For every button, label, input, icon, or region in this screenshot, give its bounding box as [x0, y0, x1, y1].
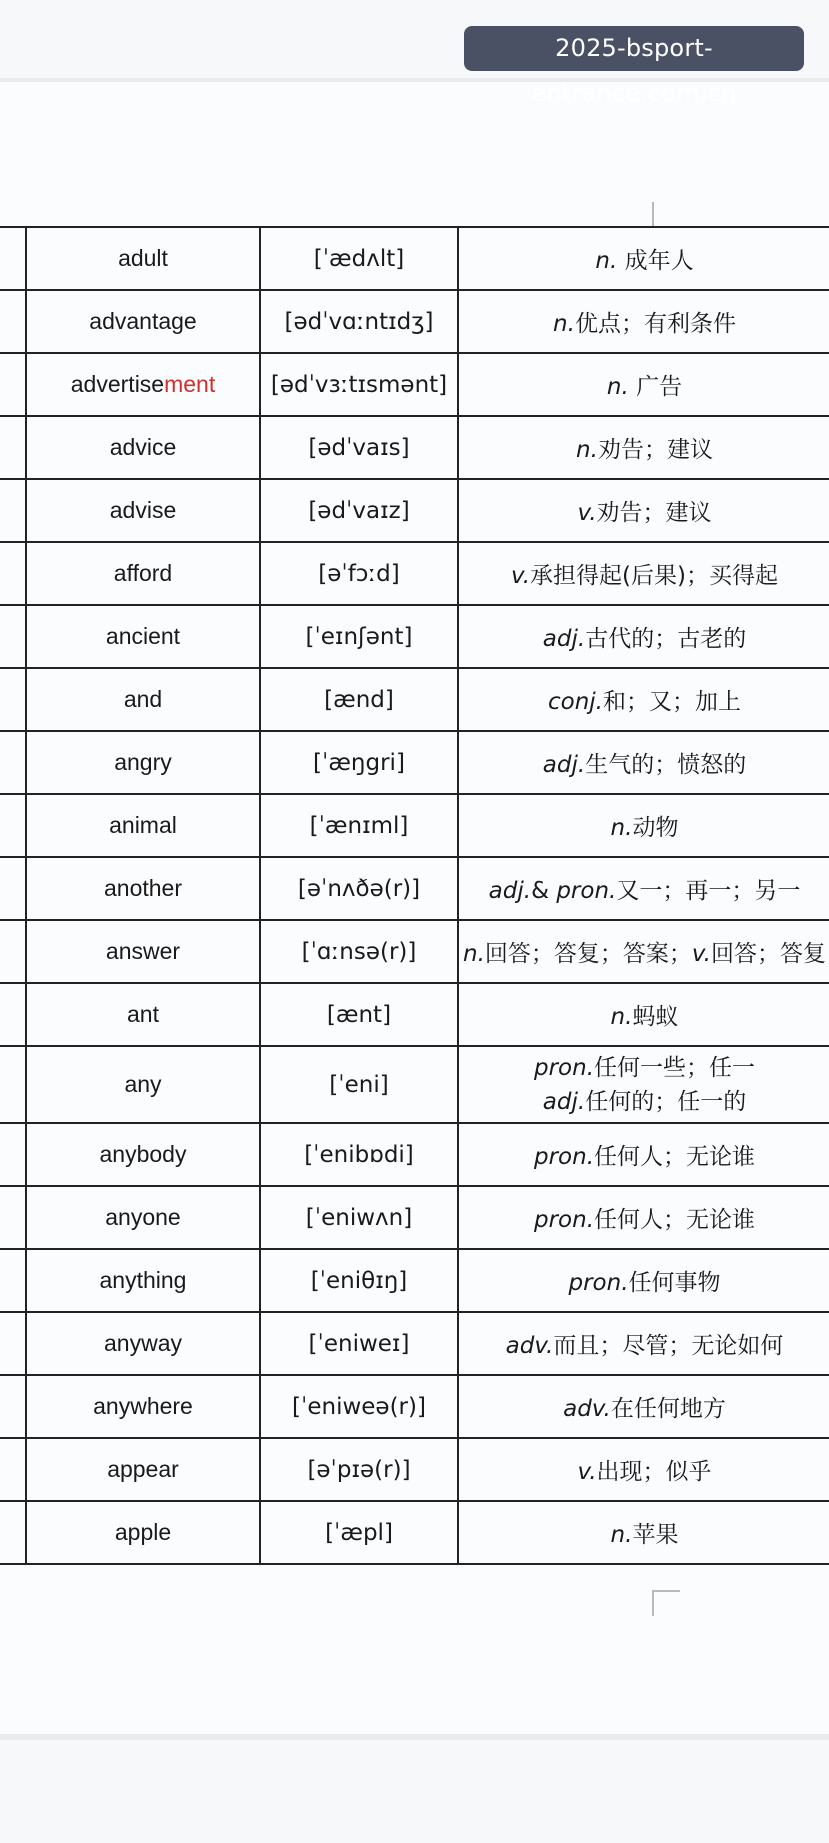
definition-text: 任何人；无论谁 — [594, 1144, 755, 1170]
definition-text: 古代的；古老的 — [585, 626, 747, 652]
table-row — [0, 227, 829, 290]
word-cell — [26, 227, 260, 290]
row-left-margin-cell — [0, 542, 26, 605]
part-of-speech: n. — [595, 248, 618, 274]
definition-text: & — [531, 878, 557, 904]
definition-text: 而且；尽管；无论如何 — [553, 1333, 784, 1359]
table-row — [0, 857, 829, 920]
part-of-speech: adj. — [542, 1088, 586, 1115]
word-cell — [26, 1375, 260, 1438]
phonetic-cell: [ˈɑːnsə(r)] — [260, 920, 458, 983]
word-cell — [26, 1123, 260, 1186]
table-row — [0, 542, 829, 605]
definition-text: 和；又；加上 — [603, 689, 741, 715]
phonetic-cell: [ˈeniwʌn] — [260, 1186, 458, 1249]
row-left-margin-cell — [0, 479, 26, 542]
word-text: and — [123, 686, 163, 712]
part-of-speech: n. — [463, 941, 485, 967]
word-cell — [26, 1501, 260, 1564]
word-cell — [26, 983, 260, 1046]
part-of-speech: adv. — [505, 1333, 554, 1359]
meaning-line — [463, 1051, 826, 1085]
meaning-cell — [458, 605, 829, 668]
phonetic-cell: [ˈeɪnʃənt] — [260, 605, 458, 668]
definition-text: 蚂蚁 — [632, 1004, 679, 1030]
part-of-speech: pron. — [533, 1054, 594, 1081]
row-left-margin-cell — [0, 920, 26, 983]
phonetic-cell: [ədˈvɑːntɪdʒ] — [260, 290, 458, 353]
word-cell — [26, 794, 260, 857]
table-row — [0, 668, 829, 731]
table-row — [0, 1249, 829, 1312]
part-of-speech: pron. — [533, 1207, 594, 1233]
row-left-margin-cell — [0, 1438, 26, 1501]
phonetic-cell: [ˈæŋgri] — [260, 731, 458, 794]
phonetic-cell: [ˈeniθɪŋ] — [260, 1249, 458, 1312]
part-of-speech: n. — [576, 437, 598, 463]
meaning-cell — [458, 920, 829, 983]
row-left-margin-cell — [0, 290, 26, 353]
word-text: appear — [107, 1456, 179, 1482]
meaning-cell — [458, 1375, 829, 1438]
table-row — [0, 1501, 829, 1564]
vocabulary-table — [0, 226, 829, 1565]
row-left-margin-cell — [0, 1375, 26, 1438]
meaning-cell — [458, 416, 829, 479]
meaning-line — [463, 1085, 826, 1119]
definition-text: 又一；再一；另一 — [616, 878, 801, 904]
definition-text: 劝告；建议 — [597, 437, 713, 463]
row-left-margin-cell — [0, 605, 26, 668]
definition-text: 生气的；愤怒的 — [585, 752, 747, 778]
row-left-margin-cell — [0, 731, 26, 794]
word-cell — [26, 857, 260, 920]
meaning-cell — [458, 668, 829, 731]
part-of-speech: adj. — [488, 878, 532, 904]
word-cell — [26, 1186, 260, 1249]
row-left-margin-cell — [0, 857, 26, 920]
phonetic-cell: [əˈpɪə(r)] — [260, 1438, 458, 1501]
phonetic-cell: [ədˈvaɪz] — [260, 479, 458, 542]
row-left-margin-cell — [0, 983, 26, 1046]
definition-text: 在任何地方 — [610, 1396, 726, 1422]
table-row — [0, 1046, 829, 1123]
definition-text: 承担得起(后果)；买得起 — [530, 563, 778, 589]
phonetic-cell: [ədˈvɜːtɪsmənt] — [260, 353, 458, 416]
part-of-speech: conj. — [548, 689, 603, 715]
word-cell — [26, 920, 260, 983]
word-cell — [26, 479, 260, 542]
word-cell — [26, 416, 260, 479]
part-of-speech: v. — [577, 500, 597, 526]
word-text: another — [103, 875, 182, 901]
phonetic-cell: [əˈfɔːd] — [260, 542, 458, 605]
table-row — [0, 731, 829, 794]
phonetic-cell: [ədˈvaɪs] — [260, 416, 458, 479]
meaning-cell — [458, 857, 829, 920]
definition-text: 出现；似乎 — [596, 1459, 712, 1485]
table-row — [0, 1375, 829, 1438]
meaning-cell — [458, 290, 829, 353]
phonetic-cell: [ˈæpl] — [260, 1501, 458, 1564]
table-row — [0, 1123, 829, 1186]
part-of-speech: n. — [610, 1522, 633, 1548]
word-text: advice — [109, 434, 177, 460]
part-of-speech: v. — [577, 1459, 597, 1485]
table-row — [0, 479, 829, 542]
word-cell — [26, 1312, 260, 1375]
word-cell — [26, 668, 260, 731]
phonetic-cell: [ænd] — [260, 668, 458, 731]
meaning-cell — [458, 1501, 829, 1564]
part-of-speech: pron. — [533, 1144, 594, 1170]
phonetic-cell: [ænt] — [260, 983, 458, 1046]
definition-text: 成年人 — [617, 248, 694, 274]
definition-text: 任何人；无论谁 — [594, 1207, 755, 1233]
meaning-cell — [458, 794, 829, 857]
page-corner-mark-bottom — [652, 1590, 680, 1616]
word-text: anyway — [104, 1330, 182, 1356]
definition-text: 回答；答复 — [710, 941, 826, 967]
word-text: angry — [114, 749, 172, 775]
word-text: any — [124, 1071, 162, 1097]
row-left-margin-cell — [0, 1312, 26, 1375]
row-left-margin-cell — [0, 416, 26, 479]
meaning-cell — [458, 1046, 829, 1123]
table-row — [0, 605, 829, 668]
meaning-cell — [458, 1249, 829, 1312]
part-of-speech: n. — [610, 1004, 633, 1030]
word-text: anything — [99, 1267, 187, 1293]
word-text: animal — [109, 812, 177, 838]
word-text: apple — [114, 1519, 172, 1545]
meaning-cell — [458, 1186, 829, 1249]
word-cell — [26, 731, 260, 794]
definition-text: 任何的；任一的 — [585, 1088, 747, 1115]
table-row — [0, 290, 829, 353]
row-left-margin-cell — [0, 668, 26, 731]
word-text: advertise — [70, 371, 165, 397]
definition-text: 优点；有利条件 — [574, 311, 736, 337]
meaning-cell — [458, 983, 829, 1046]
definition-text: 任何一些；任一 — [594, 1054, 755, 1081]
part-of-speech: n. — [606, 374, 629, 400]
word-text: afford — [113, 560, 173, 586]
meaning-cell — [458, 1312, 829, 1375]
word-text: advise — [109, 497, 177, 523]
meaning-cell — [458, 731, 829, 794]
row-left-margin-cell — [0, 1123, 26, 1186]
part-of-speech: pron. — [556, 878, 617, 904]
word-cell — [26, 353, 260, 416]
part-of-speech: v. — [691, 941, 711, 967]
part-of-speech: adv. — [563, 1396, 611, 1422]
table-row — [0, 1186, 829, 1249]
definition-text: 任何事物 — [628, 1270, 721, 1296]
row-left-margin-cell — [0, 794, 26, 857]
word-cell — [26, 605, 260, 668]
row-left-margin-cell — [0, 1046, 26, 1123]
definition-text: 回答；答复；答案； — [484, 941, 692, 967]
table-row — [0, 416, 829, 479]
table-row — [0, 794, 829, 857]
phonetic-cell: [ˈænɪml] — [260, 794, 458, 857]
word-text: adult — [118, 245, 168, 271]
meaning-cell — [458, 227, 829, 290]
part-of-speech: n. — [610, 815, 633, 841]
part-of-speech: pron. — [568, 1270, 629, 1296]
meaning-cell — [458, 542, 829, 605]
row-left-margin-cell — [0, 1501, 26, 1564]
word-cell — [26, 290, 260, 353]
definition-text: 劝告；建议 — [596, 500, 712, 526]
word-text: anywhere — [93, 1393, 193, 1419]
watermark-url: 2025-bsport-entrance.com.cn — [464, 26, 804, 71]
meaning-cell — [458, 1123, 829, 1186]
phonetic-cell: [ˈeniweə(r)] — [260, 1375, 458, 1438]
row-left-margin-cell — [0, 227, 26, 290]
definition-text: 动物 — [632, 815, 679, 841]
word-cell — [26, 1438, 260, 1501]
word-cell — [26, 542, 260, 605]
word-text: ant — [127, 1001, 159, 1027]
page-corner-mark-top — [652, 202, 680, 228]
definition-text: 广告 — [628, 374, 683, 400]
word-text: anybody — [99, 1141, 187, 1167]
row-left-margin-cell — [0, 353, 26, 416]
phonetic-cell: [ˈeni] — [260, 1046, 458, 1123]
word-text: anyone — [105, 1204, 181, 1230]
table-row — [0, 1312, 829, 1375]
table-row — [0, 353, 829, 416]
row-left-margin-cell — [0, 1186, 26, 1249]
phonetic-cell: [ˈædʌlt] — [260, 227, 458, 290]
meaning-cell — [458, 353, 829, 416]
part-of-speech: n. — [553, 311, 575, 337]
part-of-speech: adj. — [542, 752, 586, 778]
phonetic-cell: [ˈenibɒdi] — [260, 1123, 458, 1186]
part-of-speech: adj. — [542, 626, 586, 652]
word-cell — [26, 1249, 260, 1312]
meaning-cell — [458, 479, 829, 542]
phonetic-cell: [əˈnʌðə(r)] — [260, 857, 458, 920]
table-row — [0, 1438, 829, 1501]
word-highlight-text: ment — [164, 371, 216, 397]
word-text: advantage — [89, 308, 197, 334]
phonetic-cell: [ˈeniweɪ] — [260, 1312, 458, 1375]
meaning-cell — [458, 1438, 829, 1501]
table-row — [0, 920, 829, 983]
word-text: answer — [105, 938, 181, 964]
row-left-margin-cell — [0, 1249, 26, 1312]
table-row — [0, 983, 829, 1046]
definition-text: 苹果 — [632, 1522, 679, 1548]
part-of-speech: v. — [511, 563, 531, 589]
word-text: ancient — [105, 623, 181, 649]
word-cell — [26, 1046, 260, 1123]
